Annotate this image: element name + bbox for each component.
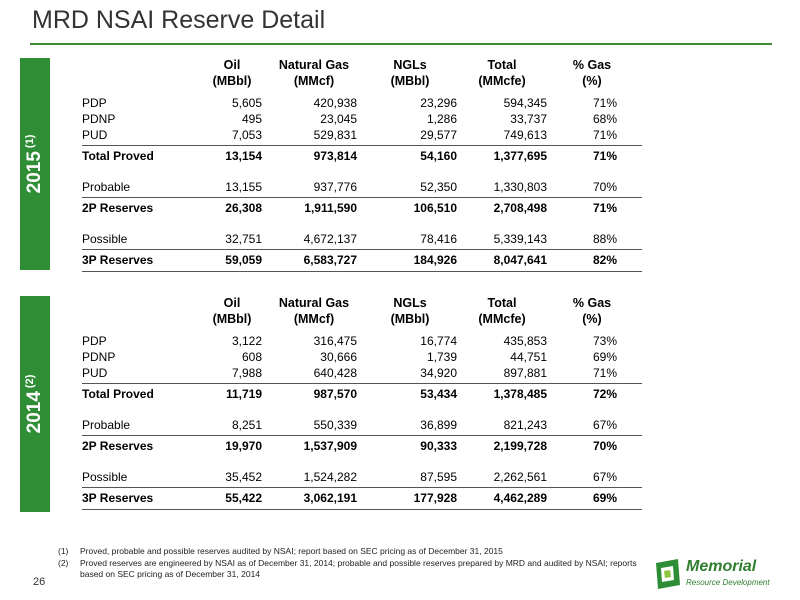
row-value: 1,739	[426, 350, 457, 364]
row-value: 87,595	[420, 470, 457, 484]
row-value: 177,928	[413, 491, 457, 505]
column-unit-1: (MMcf)	[293, 312, 335, 326]
row-value: 71%	[592, 96, 617, 110]
table-row	[82, 128, 642, 144]
row-label: PUD	[82, 366, 108, 380]
row-value: 184,926	[413, 253, 457, 267]
row-value: 2,199,728	[493, 439, 547, 453]
row-value: 71%	[592, 201, 617, 215]
row-value: 88%	[592, 232, 617, 246]
table-row	[82, 418, 642, 434]
row-value: 495	[241, 112, 262, 126]
row-value: 897,881	[503, 366, 547, 380]
column-header-0: Oil	[223, 58, 241, 72]
row-value: 19,970	[225, 439, 262, 453]
row-value: 70%	[592, 439, 617, 453]
table-row	[82, 201, 642, 217]
row-value: 8,047,641	[493, 253, 547, 267]
row-value: 44,751	[510, 350, 547, 364]
row-value: 71%	[592, 149, 617, 163]
logo-name: Memorial	[686, 558, 757, 575]
column-unit-2: (MBbl)	[390, 312, 430, 326]
logo-sub: Resource Development	[686, 578, 770, 587]
row-value: 435,853	[503, 334, 547, 348]
column-unit-2: (MBbl)	[390, 74, 430, 88]
table-row	[82, 334, 642, 350]
table-row	[82, 232, 642, 248]
row-separator	[82, 145, 642, 146]
row-separator	[82, 435, 642, 436]
column-unit-4: (%)	[582, 74, 602, 88]
sidebar-2015-year: 2015	[24, 151, 46, 194]
row-value: 1,377,695	[493, 149, 547, 163]
row-value: 13,154	[225, 149, 262, 163]
row-value: 2,262,561	[493, 470, 547, 484]
row-label: Possible	[82, 232, 128, 246]
row-value: 72%	[592, 387, 617, 401]
row-label: 2P Reserves	[82, 201, 154, 215]
row-label: 3P Reserves	[82, 253, 154, 267]
reserve-table-2015	[82, 58, 642, 273]
row-separator	[82, 487, 642, 488]
memorial-logo	[652, 555, 777, 595]
column-unit-3: (MMcfe)	[478, 74, 526, 88]
row-value: 973,814	[313, 149, 357, 163]
row-value: 937,776	[313, 180, 357, 194]
row-label: Total Proved	[82, 387, 154, 401]
column-unit-4: (%)	[582, 312, 602, 326]
row-value: 608	[241, 350, 262, 364]
row-value: 55,422	[225, 491, 262, 505]
footnote-2-text: Proved reserves are engineered by NSAI as of December 31, 2014; probable and possible reserves prepared by MRD and audited by NSAI; reports based on SEC pricing as of December 31, 2014	[80, 558, 637, 579]
row-value: 3,122	[231, 334, 262, 348]
column-unit-0: (MBbl)	[212, 74, 252, 88]
row-label: Probable	[82, 418, 131, 432]
row-value: 5,339,143	[493, 232, 547, 246]
row-value: 32,751	[225, 232, 262, 246]
row-value: 5,605	[231, 96, 262, 110]
row-value: 1,286	[426, 112, 457, 126]
row-label: PDP	[82, 334, 107, 348]
column-unit-3: (MMcfe)	[478, 312, 526, 326]
row-value: 987,570	[313, 387, 357, 401]
row-value: 1,911,590	[304, 201, 357, 215]
row-value: 53,434	[420, 387, 457, 401]
row-label: PUD	[82, 128, 108, 142]
column-unit-1: (MMcf)	[293, 74, 335, 88]
row-value: 23,296	[420, 96, 457, 110]
table-row	[82, 439, 642, 455]
row-separator	[82, 509, 642, 510]
row-value: 550,339	[313, 418, 357, 432]
row-value: 90,333	[420, 439, 457, 453]
table-row	[82, 470, 642, 486]
table-row	[82, 149, 642, 165]
row-separator	[82, 197, 642, 198]
row-label: Probable	[82, 180, 131, 194]
row-value: 70%	[592, 180, 617, 194]
row-value: 420,938	[313, 96, 357, 110]
footnote-1-text: Proved, probable and possible reserves audited by NSAI; report based on SEC pricing as of December 31, 2015	[80, 546, 503, 556]
row-value: 71%	[592, 128, 617, 142]
row-label: Possible	[82, 470, 128, 484]
column-header-1: Natural Gas	[278, 58, 350, 72]
row-separator	[82, 249, 642, 250]
memorial-logo-icon	[652, 555, 684, 593]
column-header-4: % Gas	[572, 58, 612, 72]
table-row	[82, 350, 642, 366]
sidebar-2014-year: 2014	[24, 391, 46, 434]
row-value: 2,708,498	[493, 201, 547, 215]
row-value: 26,308	[225, 201, 262, 215]
row-label: PDP	[82, 96, 107, 110]
row-value: 78,416	[420, 232, 457, 246]
page-title: MRD NSAI Reserve Detail	[32, 6, 326, 34]
title-rule	[30, 43, 772, 45]
column-header-2: NGLs	[393, 296, 427, 310]
column-header-0: Oil	[223, 296, 241, 310]
row-value: 69%	[592, 491, 617, 505]
row-value: 54,160	[420, 149, 457, 163]
row-separator	[82, 271, 642, 272]
row-value: 821,243	[503, 418, 547, 432]
row-label: Total Proved	[82, 149, 154, 163]
footnote-1-num: (1)	[58, 546, 69, 556]
sidebar-2015-label	[24, 135, 46, 194]
row-value: 67%	[592, 418, 617, 432]
column-header-3: Total	[487, 58, 517, 72]
table-row	[82, 253, 642, 269]
row-value: 7,053	[231, 128, 262, 142]
row-value: 4,462,289	[493, 491, 547, 505]
row-value: 106,510	[413, 201, 457, 215]
row-value: 34,920	[420, 366, 457, 380]
row-value: 640,428	[313, 366, 357, 380]
row-value: 594,345	[503, 96, 547, 110]
row-value: 73%	[592, 334, 617, 348]
row-value: 33,737	[510, 112, 547, 126]
row-value: 52,350	[420, 180, 457, 194]
row-label: PDNP	[82, 350, 116, 364]
reserve-table-2014	[82, 296, 642, 511]
row-value: 4,672,137	[303, 232, 357, 246]
row-separator	[82, 383, 642, 384]
column-header-1: Natural Gas	[278, 296, 350, 310]
row-value: 59,059	[225, 253, 262, 267]
row-value: 71%	[592, 366, 617, 380]
column-header-3: Total	[487, 296, 517, 310]
row-label: PDNP	[82, 112, 116, 126]
row-value: 11,719	[225, 387, 262, 401]
column-unit-0: (MBbl)	[212, 312, 252, 326]
row-value: 36,899	[420, 418, 457, 432]
row-label: 2P Reserves	[82, 439, 154, 453]
row-value: 13,155	[225, 180, 262, 194]
table-row	[82, 366, 642, 382]
table-row	[82, 112, 642, 128]
row-value: 1,330,803	[493, 180, 547, 194]
table-row	[82, 387, 642, 403]
sidebar-2014-note: (2)	[23, 374, 36, 389]
sidebar-2015-note: (1)	[23, 134, 36, 149]
row-value: 35,452	[225, 470, 262, 484]
page-number: 26	[33, 576, 46, 588]
row-value: 16,774	[420, 334, 457, 348]
row-value: 1,537,909	[303, 439, 357, 453]
row-label: 3P Reserves	[82, 491, 154, 505]
row-value: 68%	[592, 112, 617, 126]
sidebar-2014-label	[24, 375, 46, 434]
row-value: 69%	[592, 350, 617, 364]
row-value: 29,577	[420, 128, 457, 142]
table-row	[82, 96, 642, 112]
row-value: 8,251	[231, 418, 262, 432]
table-row	[82, 491, 642, 507]
sidebar-2014	[20, 296, 50, 512]
row-value: 6,583,727	[303, 253, 357, 267]
row-value: 3,062,191	[303, 491, 357, 505]
row-value: 82%	[592, 253, 617, 267]
row-value: 529,831	[313, 128, 357, 142]
row-value: 1,524,282	[303, 470, 357, 484]
sidebar-2015	[20, 58, 50, 270]
row-value: 7,988	[231, 366, 262, 380]
row-value: 30,666	[320, 350, 357, 364]
row-value: 749,613	[503, 128, 547, 142]
column-header-2: NGLs	[393, 58, 427, 72]
row-value: 1,378,485	[493, 387, 547, 401]
row-value: 67%	[592, 470, 617, 484]
row-value: 316,475	[313, 334, 357, 348]
table-row	[82, 180, 642, 196]
footnote-2-num: (2)	[58, 558, 69, 568]
row-value: 23,045	[320, 112, 357, 126]
column-header-4: % Gas	[572, 296, 612, 310]
